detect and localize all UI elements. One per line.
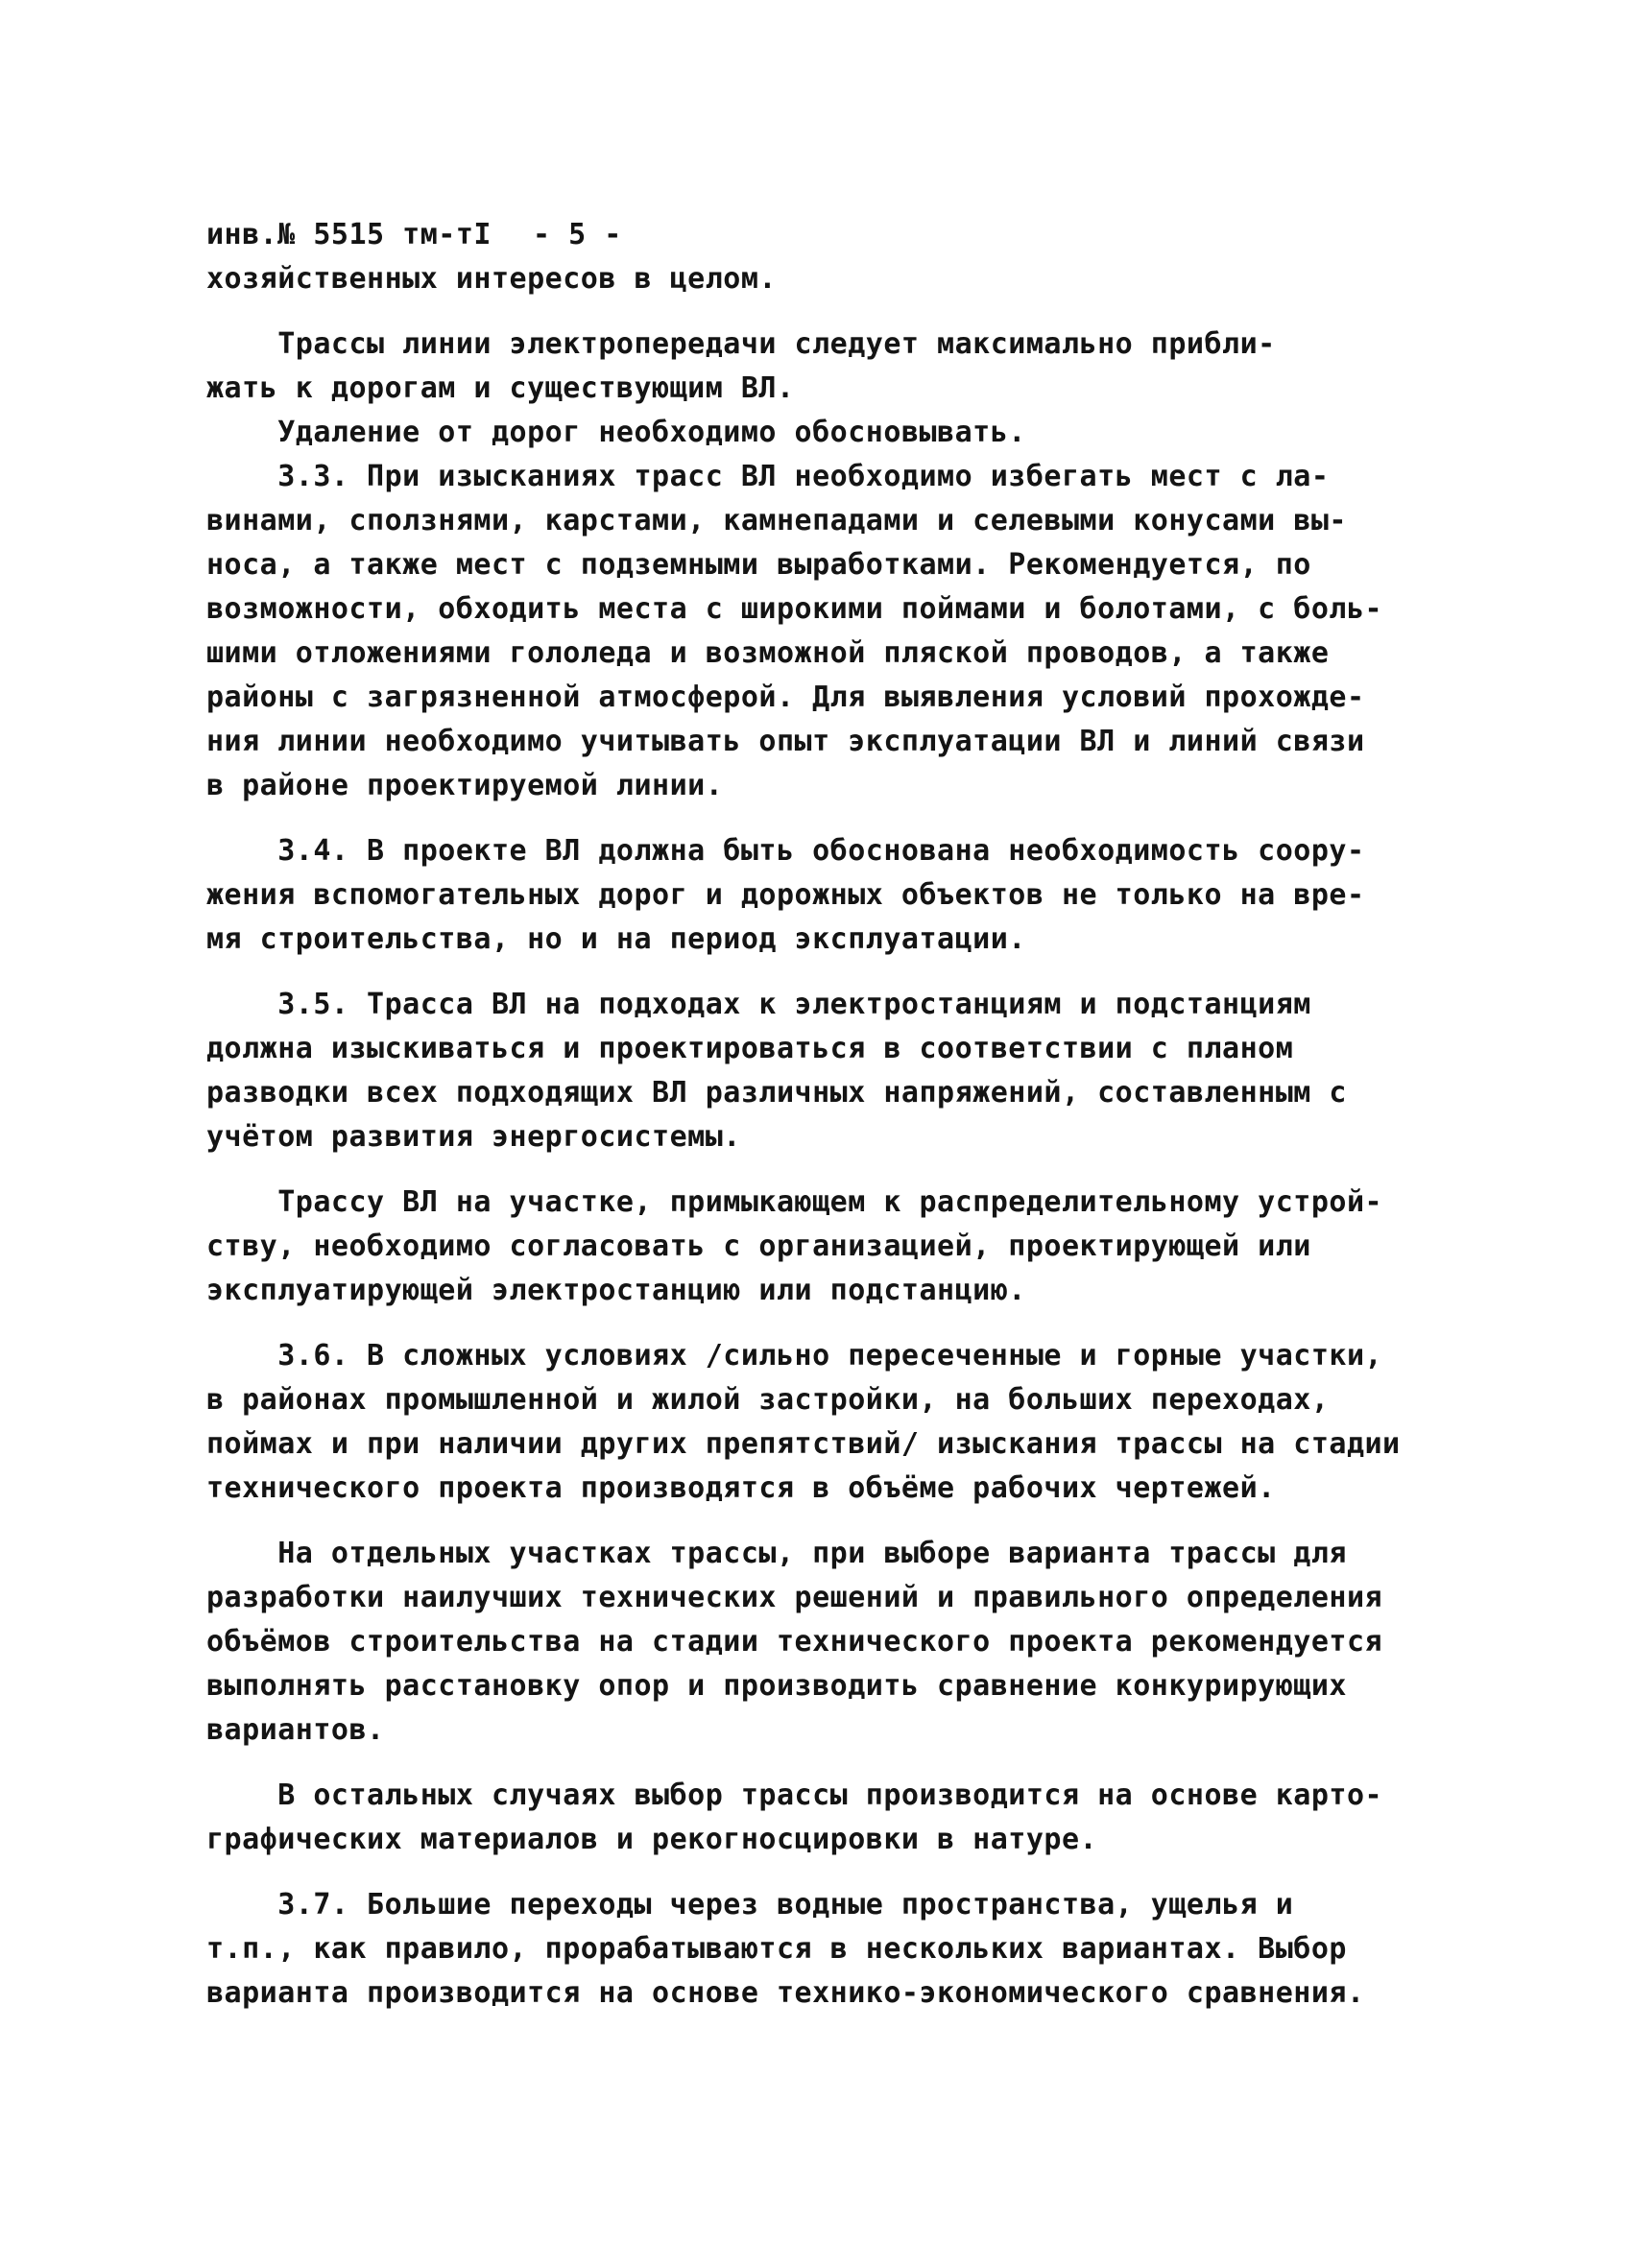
text-line: выполнять расстановку опор и производить сравнение конкурирующих — [206, 1669, 1347, 1703]
document-body — [206, 213, 1454, 2016]
paragraph-route-roads — [206, 322, 1454, 455]
text-line: учётом развития энергосистемы. — [206, 1120, 741, 1154]
paragraph-route-switchgear — [206, 1181, 1454, 1313]
text-line: винами, сползнями, карстами, камнепадами и селевыми конусами вы- — [206, 504, 1347, 537]
text-line: эксплуатирующей электростанцию или подстанцию. — [206, 1274, 1026, 1307]
text-line: 3.6. В сложных условиях /сильно пересеченные и горные участки, — [206, 1339, 1383, 1373]
text-line: шими отложениями гололеда и возможной пляской проводов, а также — [206, 636, 1330, 670]
text-line: т.п., как правило, прорабатываются в нескольких вариантах. Выбор — [206, 1932, 1347, 1966]
text-line: ству, необходимо согласовать с организацией, проектирующей или — [206, 1229, 1311, 1263]
text-line: возможности, обходить места с широкими поймами и болотами, с боль- — [206, 592, 1383, 626]
page-header — [206, 213, 1454, 257]
text-line: графических материалов и рекогносцировки в натуре. — [206, 1823, 1098, 1856]
text-line: 3.4. В проекте ВЛ должна быть обоснована необходимость соору- — [206, 834, 1365, 868]
paragraph-separate-sections — [206, 1532, 1454, 1753]
text-line: 3.3. При изысканиях трасс ВЛ необходимо избегать мест с ла- — [206, 460, 1330, 493]
text-line: Трассы линии электропередачи следует максимально прибли- — [206, 327, 1276, 361]
text-line: в районах промышленной и жилой застройки, на больших переходах, — [206, 1383, 1330, 1417]
text-line: Трассу ВЛ на участке, примыкающем к распределительному устрой- — [206, 1185, 1383, 1219]
text-line: хозяйственных интересов в целом. — [206, 262, 777, 296]
text-line: жения вспомогательных дорог и дорожных объектов не только на вре- — [206, 878, 1365, 912]
text-line: жать к дорогам и существующим ВЛ. — [206, 371, 795, 405]
paragraph-3-6 — [206, 1334, 1454, 1511]
text-line: разводки всех подходящих ВЛ различных напряжений, составленным с — [206, 1076, 1347, 1110]
text-line: технического проекта производятся в объёме рабочих чертежей. — [206, 1471, 1276, 1505]
paragraph-continuation — [206, 257, 1454, 301]
text-line: носа, а также мест с подземными выработками. Рекомендуется, по — [206, 548, 1311, 582]
text-line: поймах и при наличии других препятствий/ изыскания трассы на стадии — [206, 1427, 1401, 1461]
text-line: должна изыскиваться и проектироваться в соответствии с планом — [206, 1032, 1294, 1065]
text-line: ния линии необходимо учитывать опыт эксплуатации ВЛ и линий связи — [206, 725, 1365, 758]
text-line: 3.7. Большие переходы через водные пространства, ущелья и — [206, 1888, 1294, 1922]
paragraph-3-7 — [206, 1883, 1454, 2016]
paragraph-3-4 — [206, 829, 1454, 962]
text-line: разработки наилучших технических решений и правильного определения — [206, 1581, 1383, 1614]
text-line: районы с загрязненной атмосферой. Для выявления условий прохожде- — [206, 680, 1365, 714]
text-line: В остальных случаях выбор трассы производится на основе карто- — [206, 1779, 1383, 1812]
text-line: 3.5. Трасса ВЛ на подходах к электростанциям и подстанциям — [206, 988, 1311, 1021]
text-line: На отдельных участках трассы, при выборе варианта трассы для — [206, 1537, 1347, 1570]
text-line: Удаление от дорог необходимо обосновывать. — [206, 416, 1026, 449]
document-number: инв.№ 5515 тм-тI — [206, 218, 492, 251]
page-number: - 5 - — [533, 218, 622, 251]
text-line: вариантов. — [206, 1713, 385, 1747]
text-line: мя строительства, но и на период эксплуатации. — [206, 922, 1026, 956]
paragraph-other-cases — [206, 1774, 1454, 1862]
paragraph-3-3 — [206, 455, 1454, 808]
text-line: варианта производится на основе технико-экономического сравнения. — [206, 1976, 1365, 2010]
text-line: объёмов строительства на стадии технического проекта рекомендуется — [206, 1625, 1383, 1659]
paragraph-3-5 — [206, 983, 1454, 1159]
text-line: в районе проектируемой линии. — [206, 769, 724, 802]
